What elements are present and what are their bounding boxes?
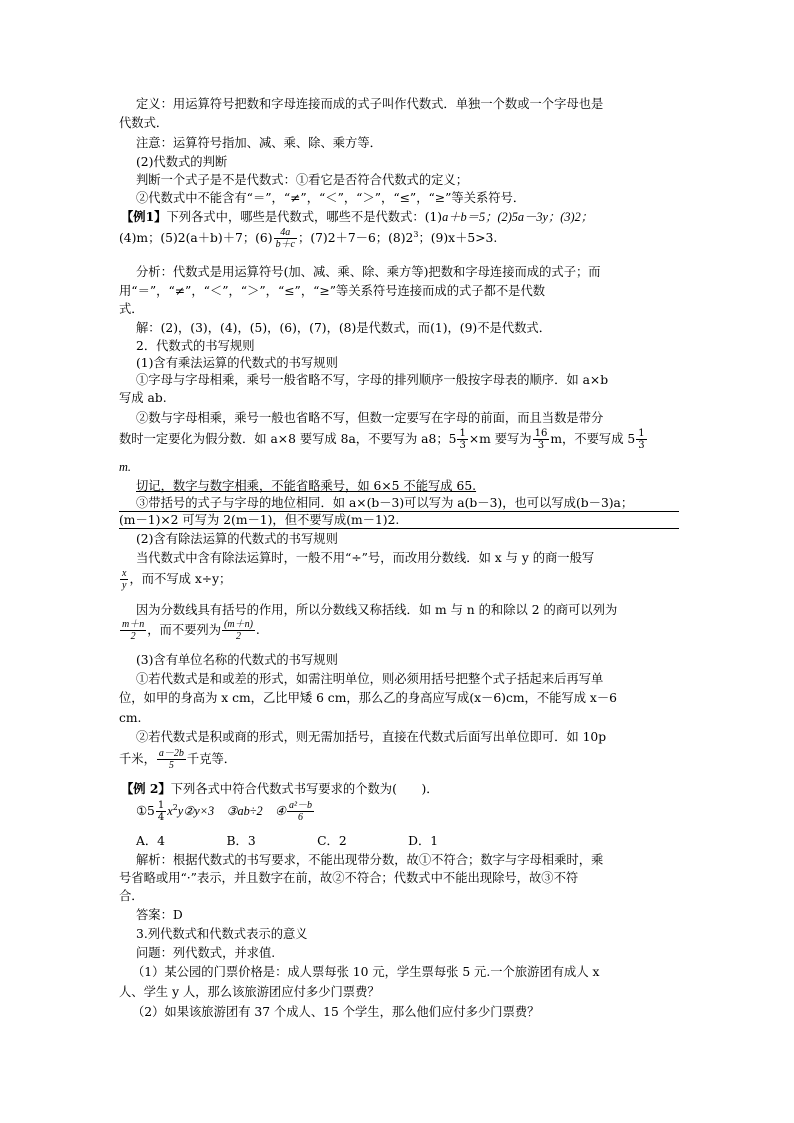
- mult-rule-1-line-1: ①字母与字母相乘，乘号一般省略不写，字母的排列顺序一般按字母表的顺序．如 a×b: [136, 373, 609, 387]
- option-2-3-text: y②y×3 ③ab÷2 ④: [177, 804, 287, 818]
- example-1-items-c: ；(7)2＋7－6；(8)2: [298, 231, 414, 245]
- fraction-one-quarter: $\frac{1}{4}$: [157, 800, 165, 823]
- fraction-4a-over-b-plus-c: $\frac{4a}{b+c}$: [275, 227, 296, 250]
- option-1-var: x: [167, 804, 173, 818]
- example-1-items-line: [119, 227, 497, 250]
- example-1-items-d: ；(9)x＋5>3.: [418, 231, 498, 245]
- subheading-units: (3)含有单位名称的代数式的书写规则: [136, 653, 338, 667]
- mult-rule-2-line-1: ②数与字母相乘，乘号一般也省略不写，但数一定要写在字母的前面，而且当数是带分: [136, 411, 604, 425]
- example-2-label: 【例 2】: [121, 781, 171, 796]
- option-1-prefix: ①5: [136, 804, 155, 818]
- example-1-items-a: a＋b＝5；(2)5a－3y；(3)2；: [442, 210, 594, 224]
- mult-rule-3-line-2: (m－1)×2 可写为 2(m－1)，但不要写成(m－1)2.: [119, 513, 400, 527]
- caution-line: 切记，数字与数字相乘，不能省略乘号，如 6×5 不能写成 65.: [136, 479, 477, 493]
- unit-rule-2-text-a: 千米，: [119, 752, 156, 766]
- fraction-one-third: $\frac{1}{3}$: [459, 428, 466, 451]
- section-heading-writing-rules: 2．代数式的书写规则: [136, 339, 255, 353]
- unit-rule-2-text-b: 千克等．: [186, 752, 237, 766]
- option-1-exponent: 2: [172, 802, 178, 812]
- example-2-choices: A．4 B．3 C．2 D．1: [136, 834, 439, 848]
- explanation-line-1: 解析：根据代数式的书写要求，不能出现带分数，故①不符合；数字与字母相乘时，乘: [136, 853, 604, 867]
- bracket-rule-line-2: [119, 619, 260, 642]
- mult-rule-2-line-3: m.: [119, 460, 131, 474]
- fraction-a-minus-2b-over-5: $\frac{a-2b}{5}$: [158, 748, 184, 771]
- example-1-label: 【例1】: [121, 209, 167, 224]
- section-heading-judge: (2)代数式的判断: [136, 155, 228, 169]
- unit-rule-1-line-3: cm.: [119, 711, 142, 725]
- unit-rule-1-line-1: ①若代数式是和或差的形式，如需注明单位，则必须用括号把整个式子括起来后再写单: [136, 672, 604, 686]
- mult-rule-2-text-c: m，不要写成 5: [550, 432, 636, 446]
- unit-rule-1-line-2: 位，如甲的身高为 x cm，乙比甲矮 6 cm，那么乙的身高应写成(x－6)cm，不能写成 x－6: [119, 691, 617, 705]
- example-1-items-b: (4)m；(5)2(a＋b)＋7；(6): [119, 231, 273, 245]
- explanation-line-3: 合．: [119, 889, 144, 903]
- definition-line-1: 定义：用运算符号把数和字母连接而成的式子叫作代数式．单独一个数或一个字母也是: [136, 97, 604, 111]
- bracket-rule-text-a: ，而不要列为: [147, 623, 222, 637]
- analysis-line-2: 用“＝”，“≠”，“＜”，“＞”，“≤”，“≥”等关系符号连接而成的式子都不是代数: [119, 284, 546, 298]
- bracket-rule-text-b: .: [255, 623, 260, 637]
- subheading-division: (2)含有除法运算的代数式的书写规则: [136, 532, 338, 546]
- example-2-question: [121, 782, 439, 796]
- fraction-a2-minus-b-over-6: $\frac{\text{a²－b}}{6}$: [289, 800, 313, 823]
- answer-line: 答案：D: [136, 908, 183, 922]
- solution-line: 解：(2)，(3)，(4)，(5)，(6)，(7)，(8)是代数式，而(1)，(9)不是代数式．: [136, 321, 552, 335]
- fraction-sixteen-thirds: $\frac{16}{3}$: [534, 428, 548, 451]
- subheading-multiplication: (1)含有乘法运算的代数式的书写规则: [136, 356, 338, 370]
- problem-2-line: （2）如果该旅游团有 37 个成人、15 个学生，那么他们应付多少门票费？: [132, 1005, 540, 1019]
- division-rule-line-2: [119, 568, 231, 591]
- problem-1-line-2: 人、学生 y 人，那么该旅游团应付多少门票费？: [119, 985, 380, 999]
- fraction-m-plus-n-over-2: $\frac{m+n}{2}$: [122, 619, 145, 642]
- explanation-line-2: 号省略或用“·”表示，并且数字在前，故②不符合；代数式中不能出现除号，故③不符: [119, 871, 579, 885]
- mult-rule-2-text-b: ×m 要写为: [468, 432, 532, 446]
- fraction-paren-m-plus-n-over-2: $\frac{(m+n)}{2}$: [224, 619, 253, 642]
- mult-rule-2-line-2: [119, 428, 648, 451]
- example-1-text: 下列各式中，哪些是代数式，哪些不是代数式：(1): [166, 210, 443, 224]
- problem-1-line-1: （1）某公园的门票价格是：成人票每张 10 元，学生票每张 5 元.一个旅游团有成人 x: [132, 965, 600, 979]
- example-2-text: 下列各式中符合代数式书写要求的个数为( )．: [170, 782, 439, 796]
- underline-rule-2: [119, 528, 679, 529]
- example-1-question: [121, 210, 593, 224]
- division-rule-text: ，而不写成 x÷y；: [129, 572, 232, 586]
- analysis-line-1: 分析：代数式是用运算符号(加、减、乘、除、乘方等)把数和字母连接而成的式子；而: [136, 265, 601, 279]
- bracket-rule-line-1: 因为分数线具有括号的作用，所以分数线又称括线．如 m 与 n 的和除以 2 的商可以列为: [136, 603, 618, 617]
- section-heading-meaning: 3.列代数式和代数式表示的意义: [136, 927, 308, 941]
- mult-rule-3-line-1: ③带括号的式子与字母的地位相同．如 a×(b－3)可以写为 a(b－3)，也可以写成(b－3)a；: [136, 496, 634, 510]
- definition-line-2: 代数式．: [119, 116, 169, 130]
- exponent: 3: [413, 229, 419, 239]
- judge-rule-2: ②代数式中不能含有“＝”，“≠”，“＜”，“＞”，“≤”，“≥”等关系符号．: [136, 191, 526, 205]
- problem-intro: 问题：列代数式，并求值.: [136, 946, 276, 960]
- analysis-line-3: 式．: [119, 302, 144, 316]
- unit-rule-2-line-1: ②若代数式是积或商的形式，则无需加括号，直接在代数式后面写出单位即可．如 10p: [136, 730, 607, 744]
- underline-rule-1: [119, 511, 679, 512]
- judge-rule-1: 判断一个式子是不是代数式：①看它是否符合代数式的定义；: [136, 173, 469, 187]
- fraction-x-over-y: $\frac{x}{y}$: [122, 568, 127, 591]
- fraction-one-third-b: $\frac{1}{3}$: [638, 428, 645, 451]
- unit-rule-2-line-2: [119, 748, 236, 771]
- mult-rule-1-line-2: 写成 ab.: [119, 391, 167, 405]
- example-2-options-expressions: [136, 800, 315, 823]
- note-line: 注意：运算符号指加、减、乘、除、乘方等．: [136, 136, 382, 150]
- mult-rule-2-text-a: 数时一定要化为假分数．如 a×8 要写成 8a，不要写为 a8；5: [119, 432, 457, 446]
- division-rule-line-1: 当代数式中含有除法运算时，一般不用“÷”号，而改用分数线．如 x 与 y 的商一般写: [136, 551, 595, 565]
